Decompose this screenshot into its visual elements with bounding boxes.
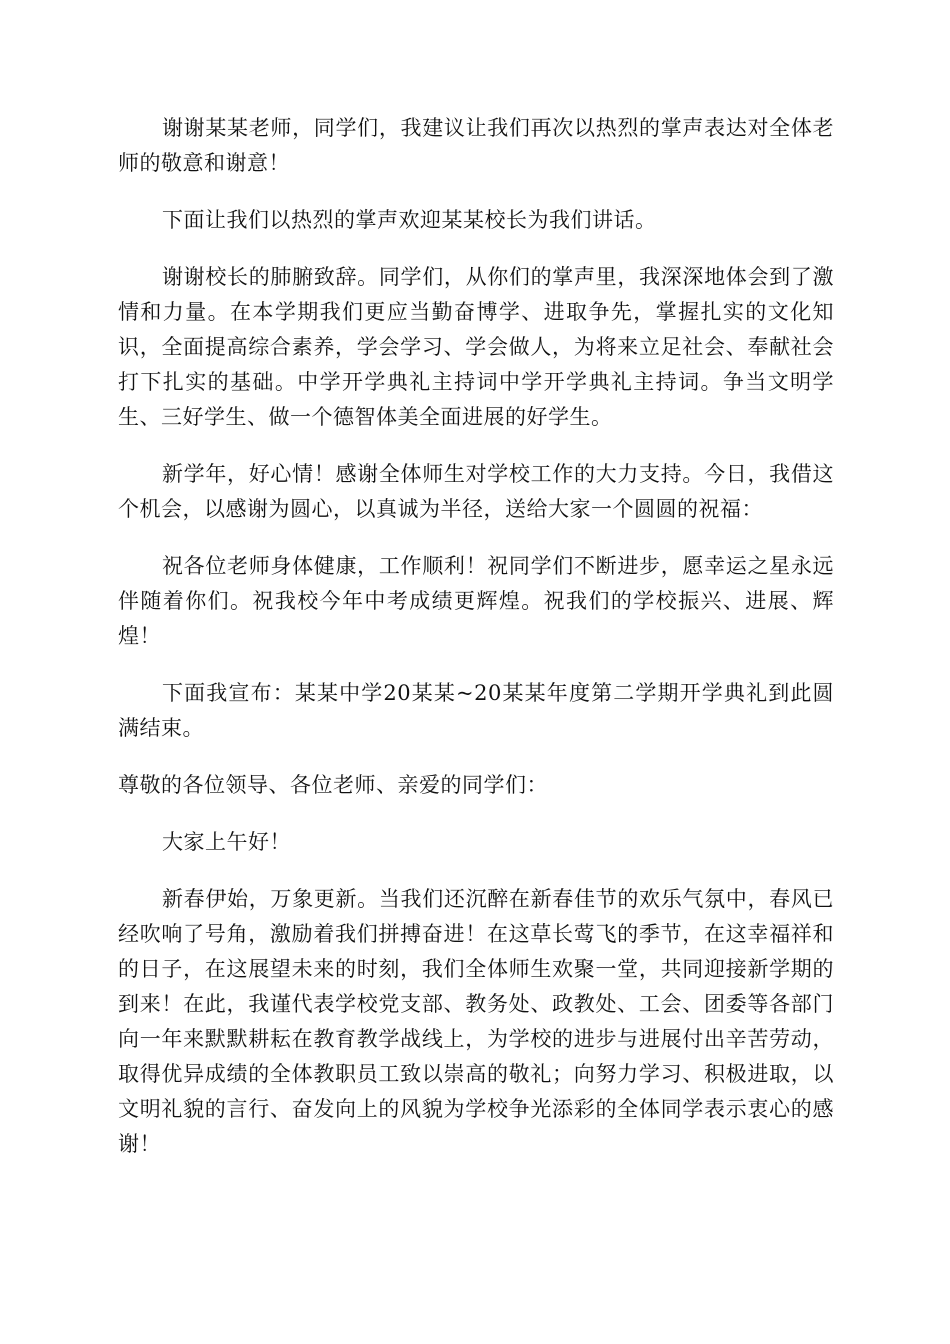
paragraph-closing-announcement: 下面我宣布：某某中学20某某~20某某年度第二学期开学典礼到此圆满结束。 xyxy=(118,681,834,740)
paragraph-thanks-principal: 谢谢校长的肺腑致辞。同学们，从你们的掌声里，我深深地体会到了激情和力量。在本学期我们更应当勤奋博学、进取争先，掌握扎实的文化知识，全面提高综合素养，学会学习、学会做人，为将来立足社会、奉献社会打下扎实的基础。中学开学典礼主持词中学开学典礼主持词。争当文明学生、三好学生、做一个德智体美全面进展的好学生。 xyxy=(118,265,834,429)
paragraph-greeting: 大家上午好！ xyxy=(162,830,291,854)
paragraph-blessings: 祝各位老师身体健康，工作顺利！祝同学们不断进步，愿幸运之星永远伴随着你们。祝我校今年中考成绩更辉煌。祝我们的学校振兴、进展、辉煌！ xyxy=(118,554,834,648)
paragraph-welcome-principal: 下面让我们以热烈的掌声欢迎某某校长为我们讲话。 xyxy=(162,208,657,232)
paragraph-salutation: 尊敬的各位领导、各位老师、亲爱的同学们： xyxy=(118,773,548,797)
paragraph-new-semester-speech: 新春伊始，万象更新。当我们还沉醉在新春佳节的欢乐气氛中，春风已经吹响了号角，激励着我们拼搏奋进！在这草长莺飞的季节，在这幸福祥和的日子，在这展望未来的时刻，我们全体师生欢聚一堂，共同迎接新学期的到来！在此，我谨代表学校党支部、教务处、政教处、工会、团委等各部门向一年来默默耕耘在教育教学战线上，为学校的进步与进展付出辛苦劳动，取得优异成绩的全体教职员工致以崇高的敬礼；向努力学习、积极进取，以文明礼貌的言行、奋发向上的风貌为学校争光添彩的全体同学表示衷心的感谢！ xyxy=(118,887,834,1156)
paragraph-new-year-wishes: 新学年，好心情！感谢全体师生对学校工作的大力支持。今日，我借这个机会，以感谢为圆心，以真诚为半径，送给大家一个圆圆的祝福： xyxy=(118,462,834,521)
document-page xyxy=(118,111,834,1184)
paragraph-thanks-teachers: 谢谢某某老师，同学们，我建议让我们再次以热烈的掌声表达对全体老师的敬意和谢意！ xyxy=(118,116,834,175)
